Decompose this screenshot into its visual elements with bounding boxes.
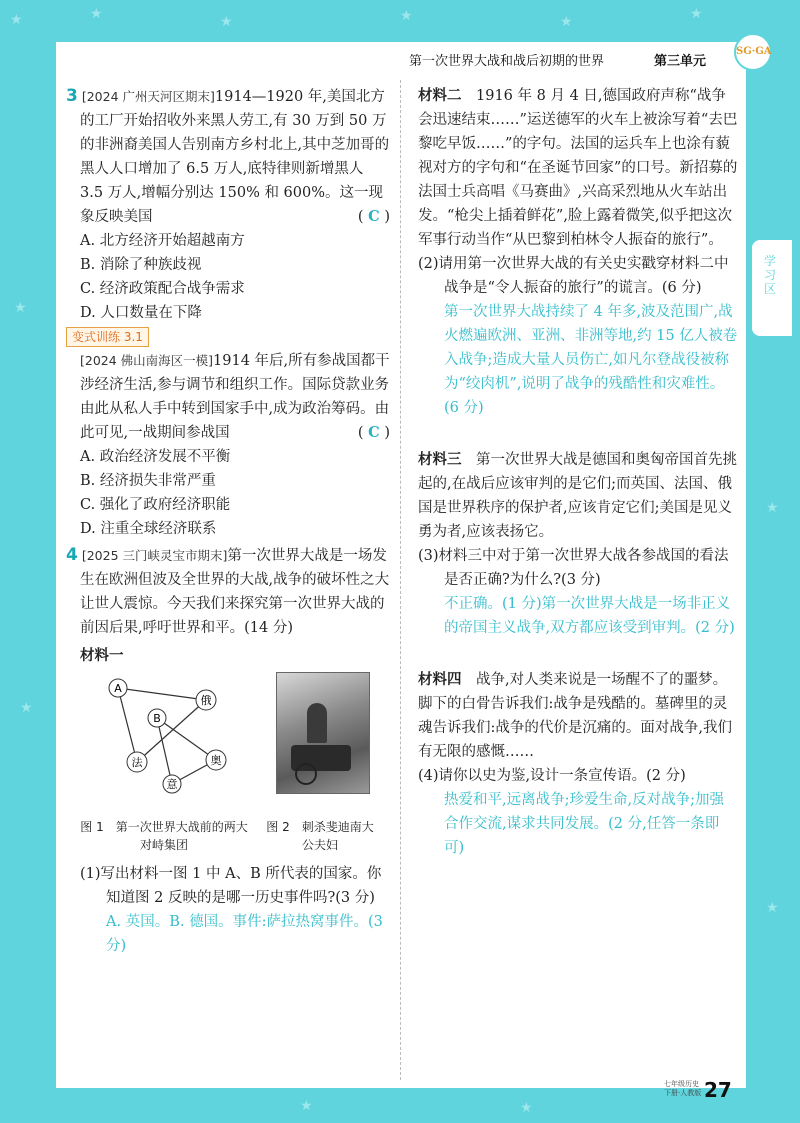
bracket-right: )	[384, 425, 390, 441]
question-stem: 1914 年后,所有参战国都干涉经济生活,参与调节和组织工作。国际贷款业务由此从私人手中转到国家手中,成为政治筹码。由此可见,一战期间参战国	[80, 353, 390, 441]
diagram-node-label: 奥	[210, 754, 222, 767]
page-number: 27	[704, 1078, 732, 1102]
right-column	[418, 84, 738, 860]
option-a: A. 政治经济发展不平衡	[80, 449, 231, 465]
decor-star-icon: ★	[520, 1100, 533, 1116]
material-4-label: 材料四	[418, 672, 462, 688]
diagram-node-label: 法	[131, 756, 143, 769]
decor-star-icon: ★	[10, 12, 23, 28]
figure-captions	[80, 818, 390, 862]
answer-bracket	[357, 205, 390, 229]
sub-question-2: (2)请用第一次世界大战的有关史实戳穿材料二中战争是“令人振奋的旅行”的谎言。(6 分)	[418, 256, 729, 296]
answer-3: 不正确。(1 分)第一次世界大战是一场非正义的帝国主义战争,双方都应该受到审判。(2 分)	[444, 596, 735, 636]
variant-question	[80, 349, 390, 445]
diagram-node-label: 意	[166, 778, 178, 791]
illustration-figure	[307, 703, 327, 743]
question-source: [2024 佛山南海区一模]	[80, 353, 214, 368]
decor-star-icon: ★	[766, 500, 779, 516]
answer-2: 第一次世界大战持续了 4 年多,波及范围广,战火燃遍欧洲、亚洲、非洲等地,约 15 亿人被卷入战争;造成大量人员伤亡,如凡尔登战役被称为“绞肉机”,说明了战争的残酷性和灾难性。(6 分)	[444, 304, 738, 416]
option-c: C. 强化了政府经济职能	[80, 497, 231, 513]
question-source: [2024 广州天河区期末]	[81, 89, 215, 104]
decor-star-icon: ★	[90, 6, 103, 22]
material-4	[418, 668, 738, 764]
decor-star-icon: ★	[14, 300, 27, 316]
decor-star-icon: ★	[690, 6, 703, 22]
option-b: B. 经济损失非常严重	[80, 473, 216, 489]
decor-star-icon: ★	[20, 700, 33, 716]
footer-brand: 七年级历史 下册·人教版	[664, 1080, 702, 1097]
unit-title: 第三单元	[653, 54, 706, 69]
material-3-label: 材料三	[418, 452, 462, 468]
option-b: B. 消除了种族歧视	[80, 257, 202, 273]
illustration-wheel	[295, 763, 317, 785]
material-2-text: 1916 年 8 月 4 日,德国政府声称“战争会迅速结束……”运送德军的火车上被涂写着“去巴黎吃早饭……”的字句。法国的运兵车上也涂有藐视对方的字句和“在圣诞节回家”的口号。新招募的法国士兵高唱《马赛曲》,兴高采烈地从火车站出发。“枪尖上插着鲜花”,脸上露着微笑,似乎把这次军事行动当作“从巴黎到柏林令人振奋的旅行”。	[418, 88, 738, 248]
answer-1: A. 英国。B. 德国。事件:萨拉热窝事件。(3 分)	[106, 914, 383, 954]
figure-1-caption: 图 1 第一次世界大战前的两大对峙集团	[80, 820, 248, 852]
question-stem: 1914—1920 年,美国北方的工厂开始招收外来黑人劳工,有 30 万到 50 万的非洲裔美国人告别南方乡村北上,其中芝加哥的黑人人口增加了 6.5 万人,底特律则新增黑人 3.5 万人,增幅分别达 150% 和 600%。这一现象反映美国	[80, 89, 390, 225]
page-header	[56, 42, 746, 72]
figure-2-caption: 图 2 刺杀斐迪南大公夫妇	[266, 820, 374, 852]
option-c: C. 经济政策配合战争需求	[80, 281, 245, 297]
chapter-title: 第一次世界大战和战后初期的世界	[408, 54, 604, 69]
decor-star-icon: ★	[220, 14, 233, 30]
option-a: A. 北方经济开始超越南方	[80, 233, 245, 249]
question-stem: 第一次世界大战是一场发生在欧洲但波及全世界的大战,战争的破坏性之大让世人震惊。今天我们来探究第一次世界大战的前因后果,呼吁世界和平。(14 分)	[80, 548, 390, 636]
sub-question-3: (3)材料三中对于第一次世界大战各参战国的看法是否正确?为什么?(3 分)	[418, 548, 729, 588]
sub-question-1: (1)写出材料一图 1 中 A、B 所代表的国家。你知道图 2 反映的是哪一历史事件吗?(3 分)	[80, 866, 382, 906]
decor-star-icon: ★	[300, 1098, 313, 1114]
diagram-node-label: A	[114, 682, 122, 695]
variant-training-badge: 变式训练 3.1	[66, 327, 149, 347]
material-3-text: 第一次世界大战是德国和奥匈帝国首先挑起的,在战后应该审判的是它们;而英国、法国、俄国是世界秩序的保护者,应该肯定它们;美国是见义勇为者,应该表扬它。	[418, 452, 737, 540]
left-column	[66, 84, 390, 958]
corner-badge-icon: SG·GA	[734, 33, 772, 71]
answer-bracket	[358, 421, 390, 445]
material-1-label: 材料一	[80, 648, 124, 664]
diagram-node-label: B	[153, 712, 161, 725]
decor-star-icon: ★	[400, 8, 413, 24]
question-number: 4	[66, 545, 78, 565]
material-4-text: 战争,对人类来说是一场醒不了的噩梦。脚下的白骨告诉我们:战争是残酷的。墓碑里的灵魂告诉我们:战争的代价是沉痛的。面对战争,我们有无限的感慨……	[418, 672, 732, 760]
sub-question-4: (4)请你以史为鉴,设计一条宣传语。(2 分)	[418, 768, 686, 784]
question-number: 3	[66, 86, 78, 106]
option-d: D. 人口数量在下降	[80, 305, 202, 321]
question-4	[66, 543, 390, 640]
material-2-label: 材料二	[418, 88, 462, 104]
decor-star-icon: ★	[766, 900, 779, 916]
material-2	[418, 84, 738, 252]
material-3	[418, 448, 738, 544]
figures-row	[80, 668, 390, 818]
bracket-left: (	[357, 425, 364, 441]
side-tab-label: 学习区	[764, 254, 777, 296]
alliance-diagram	[94, 674, 254, 794]
question-source: [2025 三门峡灵宝市期末]	[81, 548, 228, 563]
answer-choice: C	[368, 208, 380, 225]
bracket-right: )	[384, 209, 390, 225]
question-3	[66, 84, 390, 229]
diagram-node-label: 俄	[200, 694, 212, 707]
assassination-illustration	[276, 672, 370, 794]
side-tab	[752, 240, 792, 336]
column-divider	[400, 80, 401, 1080]
answer-choice: C	[368, 424, 380, 441]
option-d: D. 注重全球经济联系	[80, 521, 217, 537]
answer-4: 热爱和平,远离战争;珍爱生命,反对战争;加强合作交流,谋求共同发展。(2 分,任答一条即可)	[444, 792, 724, 856]
bracket-left: (	[357, 209, 364, 225]
decor-star-icon: ★	[560, 14, 573, 30]
